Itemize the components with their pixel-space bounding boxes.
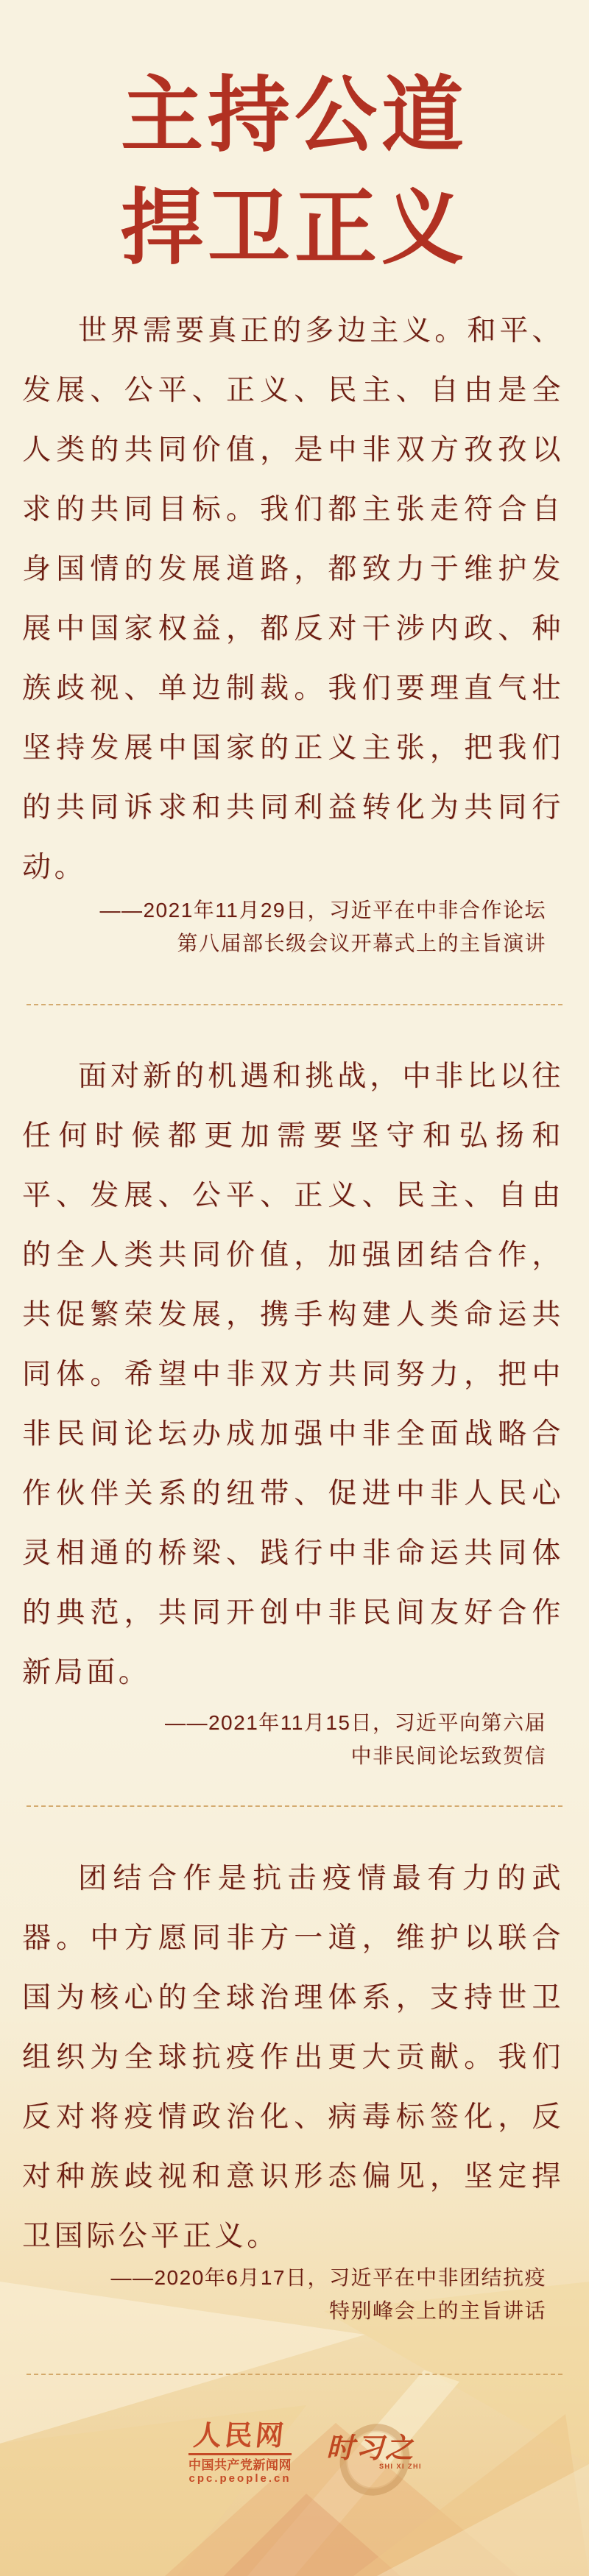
people-daily-wordmark: 人民网 (191, 2418, 289, 2452)
quote-attribution-1-line-1: ——2021年11月29日，习近平在中非合作论坛 (99, 899, 546, 921)
quote-attribution-3-line-1: ——2020年6月17日，习近平在中非团结抗疫 (110, 2266, 546, 2289)
quote-attribution-3-line-2: 特别峰会上的主旨讲话 (328, 2299, 546, 2322)
shixizhi-logo (326, 2420, 422, 2490)
quote-attribution-2-line-2: 中非民间论坛致贺信 (350, 1744, 546, 1767)
page-title-line-1: 主持公道 (121, 67, 468, 163)
dashed-divider (27, 1805, 562, 1807)
people-daily-url-text: cpc.people.cn (188, 2472, 292, 2485)
shixizhi-romanized: SHI XI ZHI (378, 2463, 422, 2470)
quote-attribution-2-line-1: ——2021年11月15日，习近平向第六届 (164, 1711, 546, 1734)
people-daily-logo (185, 2420, 295, 2485)
quote-paragraph-1: 世界需要真正的多边主义。和平、发展、公平、正义、民主、自由是全人类的共同价值，是中非双方孜孜以求的共同目标。我们都主张走符合自身国情的发展道路，都致力于维护发展中国家权益，都反对干涉内政、种族歧视、单边制裁。我们要理直气壮坚持发展中国家的正义主张，把我们的共同诉求和共同利益转化为共同行动。 (22, 315, 564, 883)
page-title-line-2: 捍卫正义 (121, 180, 468, 276)
footer-logos (9, 2420, 589, 2490)
quote-attribution-1 (44, 894, 546, 960)
logo-underline (188, 2453, 292, 2455)
dashed-divider (27, 1004, 562, 1005)
quote-paragraph-2: 面对新的机遇和挑战，中非比以往任何时候都更加需要坚守和弘扬和平、发展、公平、正义、民主、自由的全人类共同价值，加强团结合作，共促繁荣发展，携手构建人类命运共同体。希望中非双方共同努力，把中非民间论坛办成加强中非全面战略合作伙伴关系的纽带、促进中非人民心灵相通的桥梁、践行中非命运共同体的典范，共同开创中非民间友好合作新局面。 (22, 1061, 564, 1688)
quote-attribution-1-line-2: 第八届部长级会议开幕式上的主旨演讲 (177, 932, 546, 955)
page-title (0, 59, 589, 284)
shixizhi-wordmark: 时习之 (326, 2431, 415, 2464)
people-daily-subtitle: 中国共产党新闻网 (188, 2458, 292, 2472)
quote-attribution-2 (44, 1706, 546, 1772)
quote-attribution-3 (44, 2261, 546, 2327)
quote-paragraph-3: 团结合作是抗击疫情最有力的武器。中方愿同非方一道，维护以联合国为核心的全球治理体系，支持世卫组织为全球抗疫作出更大贡献。我们反对将疫情政治化、病毒标签化，反对种族歧视和意识形态偏见，坚定捍卫国际公平正义。 (22, 1863, 564, 2252)
dashed-divider (27, 2374, 562, 2375)
